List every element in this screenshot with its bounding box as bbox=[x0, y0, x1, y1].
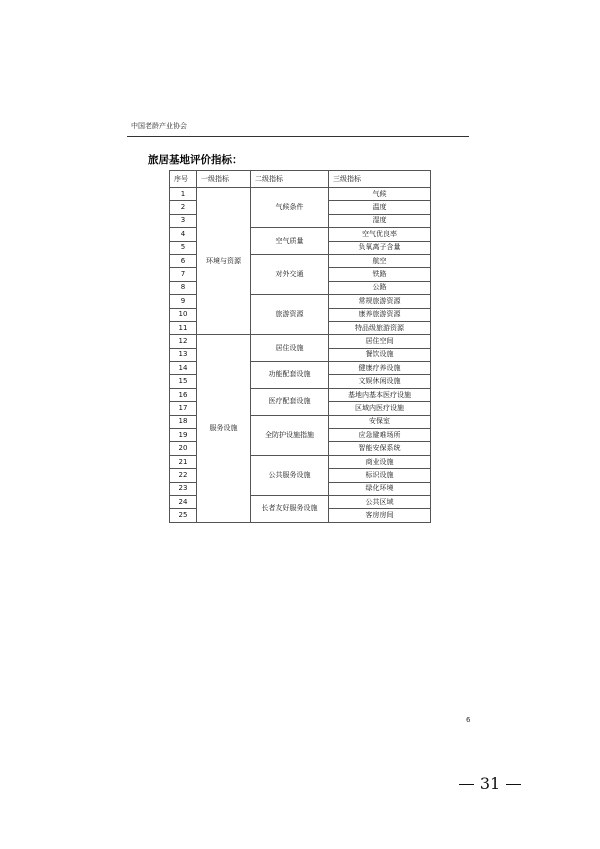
level3-cell: 航空 bbox=[329, 254, 431, 267]
level3-cell: 公路 bbox=[329, 281, 431, 294]
level3-cell: 区域内医疗设施 bbox=[329, 402, 431, 415]
level3-cell: 基地内基本医疗设施 bbox=[329, 388, 431, 401]
level2-cell: 全防护设施指施 bbox=[251, 415, 329, 455]
evaluation-table-container bbox=[169, 170, 431, 523]
evaluation-table bbox=[169, 170, 431, 523]
level2-cell: 空气质量 bbox=[251, 228, 329, 255]
level3-cell: 绿化环境 bbox=[329, 482, 431, 495]
level2-cell: 长者友好服务设施 bbox=[251, 495, 329, 522]
footer-page-number-text: 31 bbox=[479, 774, 501, 793]
footer-page-number bbox=[445, 774, 535, 793]
level3-cell: 客房房间 bbox=[329, 509, 431, 522]
header-rule bbox=[127, 136, 469, 137]
row-number-cell: 17 bbox=[170, 402, 197, 415]
level3-cell: 商业设施 bbox=[329, 455, 431, 468]
level1-cell: 服务设施 bbox=[197, 335, 251, 522]
level2-cell: 居住设施 bbox=[251, 335, 329, 362]
level3-cell: 安保室 bbox=[329, 415, 431, 428]
header-org-name: 中国老龄产业协会 bbox=[131, 122, 187, 130]
level2-cell: 公共服务设施 bbox=[251, 455, 329, 495]
row-number-cell: 14 bbox=[170, 362, 197, 375]
level2-cell: 功能配套设施 bbox=[251, 362, 329, 389]
table-row bbox=[170, 335, 431, 348]
section-title: 旅居基地评价指标： bbox=[148, 154, 243, 166]
table-body bbox=[170, 188, 431, 523]
level2-cell: 医疗配套设施 bbox=[251, 388, 329, 415]
row-number-cell: 18 bbox=[170, 415, 197, 428]
row-number-cell: 15 bbox=[170, 375, 197, 388]
header-no: 序号 bbox=[170, 171, 197, 188]
level3-cell: 常规旅游资源 bbox=[329, 295, 431, 308]
row-number-cell: 25 bbox=[170, 509, 197, 522]
level3-cell: 空气优良率 bbox=[329, 228, 431, 241]
level2-cell: 旅游资源 bbox=[251, 295, 329, 335]
level3-cell: 公共区域 bbox=[329, 495, 431, 508]
level3-cell: 应急避难场所 bbox=[329, 429, 431, 442]
row-number-cell: 24 bbox=[170, 495, 197, 508]
level3-cell: 康养旅游资源 bbox=[329, 308, 431, 321]
row-number-cell: 16 bbox=[170, 388, 197, 401]
row-number-cell: 11 bbox=[170, 321, 197, 334]
header-level2: 二级指标 bbox=[251, 171, 329, 188]
row-number-cell: 13 bbox=[170, 348, 197, 361]
level2-cell: 对外交通 bbox=[251, 254, 329, 294]
small-page-number: 6 bbox=[466, 716, 471, 724]
left-dash bbox=[459, 784, 474, 785]
header-level3: 三级指标 bbox=[329, 171, 431, 188]
row-number-cell: 6 bbox=[170, 254, 197, 267]
row-number-cell: 3 bbox=[170, 214, 197, 227]
row-number-cell: 2 bbox=[170, 201, 197, 214]
row-number-cell: 9 bbox=[170, 295, 197, 308]
level3-cell: 湿度 bbox=[329, 214, 431, 227]
row-number-cell: 8 bbox=[170, 281, 197, 294]
level3-cell: 铁路 bbox=[329, 268, 431, 281]
table-row bbox=[170, 188, 431, 201]
row-number-cell: 10 bbox=[170, 308, 197, 321]
row-number-cell: 5 bbox=[170, 241, 197, 254]
row-number-cell: 12 bbox=[170, 335, 197, 348]
row-number-cell: 20 bbox=[170, 442, 197, 455]
header-level1: 一级指标 bbox=[197, 171, 251, 188]
row-number-cell: 22 bbox=[170, 469, 197, 482]
level3-cell: 特品级旅游资源 bbox=[329, 321, 431, 334]
level3-cell: 温度 bbox=[329, 201, 431, 214]
row-number-cell: 4 bbox=[170, 228, 197, 241]
row-number-cell: 19 bbox=[170, 429, 197, 442]
row-number-cell: 21 bbox=[170, 455, 197, 468]
level3-cell: 智能安保系统 bbox=[329, 442, 431, 455]
level3-cell: 餐饮设施 bbox=[329, 348, 431, 361]
level3-cell: 居住空间 bbox=[329, 335, 431, 348]
level2-cell: 气候条件 bbox=[251, 188, 329, 228]
level3-cell: 气候 bbox=[329, 188, 431, 201]
level1-cell: 环境与资源 bbox=[197, 188, 251, 335]
level3-cell: 负氧离子含量 bbox=[329, 241, 431, 254]
level3-cell: 标识设施 bbox=[329, 469, 431, 482]
row-number-cell: 7 bbox=[170, 268, 197, 281]
table-header-row bbox=[170, 171, 431, 188]
row-number-cell: 1 bbox=[170, 188, 197, 201]
level3-cell: 健康疗养设施 bbox=[329, 362, 431, 375]
right-dash bbox=[506, 784, 521, 785]
row-number-cell: 23 bbox=[170, 482, 197, 495]
level3-cell: 文娱休闲设施 bbox=[329, 375, 431, 388]
